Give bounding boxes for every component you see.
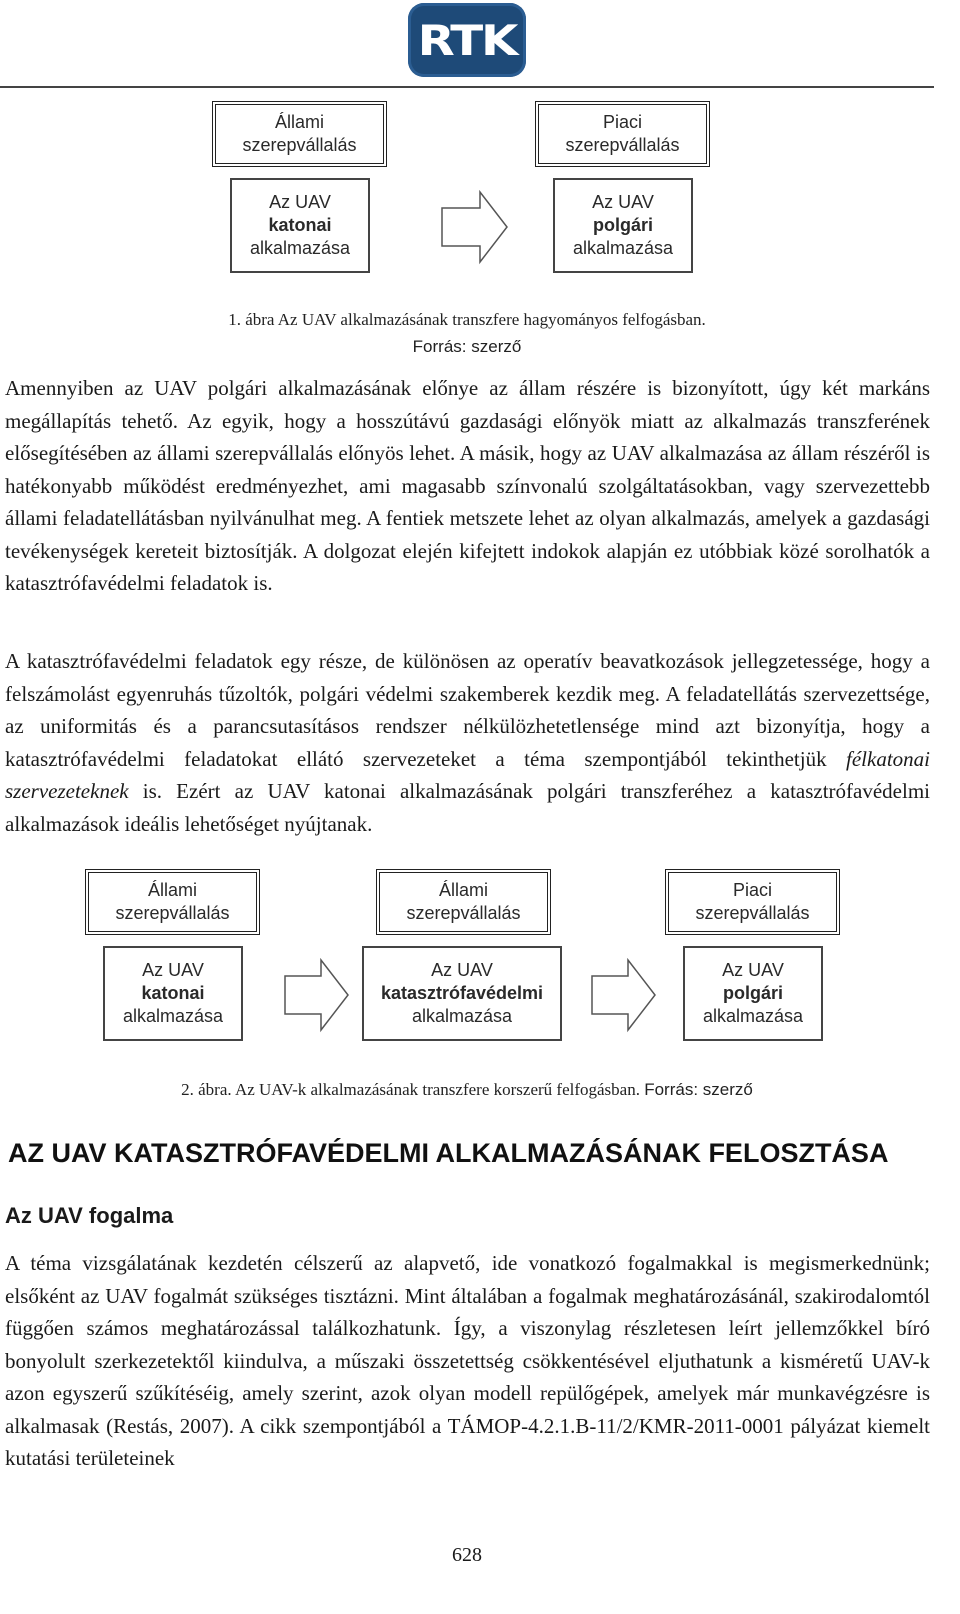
subsection-heading: Az UAV fogalma: [5, 1203, 174, 1228]
fig2-box-disaster-use: [362, 946, 562, 1041]
fig2-box-state-role-2: [376, 869, 551, 935]
fig1-box-military-line3: alkalmazása: [249, 238, 351, 258]
fig2-box-bottom3-line3: alkalmazása: [702, 1006, 804, 1026]
fig2-box-bottom2-line2: katasztrófavédelmi: [380, 983, 544, 1003]
fig2-box-top3-line1: Piaci: [732, 880, 772, 900]
header-rule: [0, 86, 934, 88]
paragraph-1: Amennyiben az UAV polgári alkalmazásának előnye az állam részére is bizonyított, úgy két markáns megállapítás tehető. Az egyik, hogy a hosszútávú gazdasági előnyök miatt az alkalmazás transzferének elősegítésében az állami szerepvállalás előnyös lehet. A másik, hogy az UAV alkalmazása az állam részéről is hatékonyabb működést eredményezhet, ami magasabb színvonalú szolgáltatásokban, vagy szervezettebb állami feladatellátásban nyilvánulhat meg. A fentiek metszete lehet az olyan alkalmazás, amelyek a gazdasági tevékenységek kereteit biztosítják. A dolgozat elején kifejtett indokok alapján ez utóbbiak közé sorolhatók a katasztrófavédelmi feladatok is.: [5, 376, 930, 595]
fig1-caption: 1. ábra Az UAV alkalmazásának transzfere hagyományos felfogásban.: [228, 310, 706, 329]
fig2-box-military-use: [103, 946, 243, 1041]
fig2-box-bottom3-line2: polgári: [722, 983, 783, 1003]
paragraph-3: A téma vizsgálatának kezdetén célszerű az alapvető, ide vonatkozó fogalmakkal is megismerkednünk; elsőként az UAV fogalmát szükséges tisztázni. Mint általában a fogalmak meghatározásánál, szakirodalomtól függően számos meghatározással találkozhatunk. Így, a viszonylag részletesen leírt jellemzőkkel bíró bonyolult szerkezetektől kiindulva, a műszaki összetettség csökkentésével eljuthatunk a kisméretű UAV-k azon egyszerű szűkítéséig, amely szerint, azok olyan modell repülőgépek, amelyek már munkavégzésre is alkalmasak (Restás, 2007). A cikk szempontjából a TÁMOP-4.2.1.B-11/2/KMR-2011-0001 pályázat kiemelt kutatási területeinek: [5, 1251, 930, 1470]
fig2-box-bottom1-line2: katonai: [141, 983, 205, 1003]
fig2-arrow-2-icon: [590, 958, 658, 1033]
fig2-box-bottom2-line1: Az UAV: [431, 960, 493, 980]
fig2-arrow-1-icon: [283, 958, 351, 1033]
fig2-caption-source: Forrás: szerző: [644, 1080, 753, 1099]
rtk-logo: [408, 3, 526, 77]
paragraph-2-italic: félkatonai szervezeteknek: [5, 746, 930, 803]
fig2-box-bottom1-line1: Az UAV: [142, 960, 204, 980]
paragraph-2: [5, 645, 930, 840]
fig1-box-state-role-line2: szerepvállalás: [242, 135, 357, 155]
fig1-box-state-role-line1: Állami: [274, 112, 324, 132]
fig1-arrow-right-icon: [440, 190, 510, 265]
fig1-box-military-use: [230, 178, 370, 273]
fig1-box-civil-line1: Az UAV: [592, 192, 654, 212]
logo-text: RTK: [417, 15, 517, 65]
fig2-box-bottom1-line3: alkalmazása: [122, 1006, 224, 1026]
fig2-box-market-role: [665, 869, 840, 935]
fig1-box-market-role-line1: Piaci: [602, 112, 642, 132]
fig2-caption-text: 2. ábra. Az UAV-k alkalmazásának transzfere korszerű felfogásban.: [181, 1080, 640, 1099]
fig2-box-top3-line2: szerepvállalás: [695, 903, 810, 923]
fig2-box-bottom3-line1: Az UAV: [722, 960, 784, 980]
fig1-box-market-role: [535, 101, 710, 167]
fig2-box-top1-line1: Állami: [147, 880, 197, 900]
section-heading: AZ UAV KATASZTRÓFAVÉDELMI ALKALMAZÁSÁNAK FELOSZTÁSA: [8, 1138, 889, 1168]
paragraph-2-text-b: is. Ezért az UAV katonai alkalmazásának polgári transzferéhez a katasztrófavédelmi alkalmazások ideális lehetőséget nyújtanak.: [5, 779, 931, 836]
fig2-box-civil-use: [683, 946, 823, 1041]
fig2-box-top1-line2: szerepvállalás: [115, 903, 230, 923]
fig1-box-state-role: [212, 101, 387, 167]
fig1-box-military-line2: katonai: [268, 215, 332, 235]
fig2-box-top2-line2: szerepvállalás: [406, 903, 521, 923]
fig2-box-bottom2-line3: alkalmazása: [411, 1006, 513, 1026]
fig1-source: Forrás: szerző: [412, 337, 522, 356]
paragraph-2-text-a: A katasztrófavédelmi feladatok egy része, de különösen az operatív beavatkozások jellegzetessége, hogy a felszámolást egyenruhás tűzoltók, polgári védelmi szakemberek kezdik meg. A feladatellátás szervezettsége, az uniformitás és a parancsutasításos rendszer nélkülözhetetlensége mind azt bizonyítja, hogy a katasztrófavédelmi feladatokat ellátó szervezeteket a téma szempontjából tekinthetjük: [5, 649, 930, 771]
fig2-box-top2-line1: Állami: [438, 880, 488, 900]
fig1-box-civil-line2: polgári: [592, 215, 653, 235]
fig2-box-state-role-1: [85, 869, 260, 935]
fig1-box-military-line1: Az UAV: [269, 192, 331, 212]
fig1-box-market-role-line2: szerepvállalás: [565, 135, 680, 155]
fig2-caption: [0, 1080, 934, 1100]
fig1-box-civil-use: [553, 178, 693, 273]
page-number: 628: [452, 1544, 482, 1566]
fig1-box-civil-line3: alkalmazása: [572, 238, 674, 258]
